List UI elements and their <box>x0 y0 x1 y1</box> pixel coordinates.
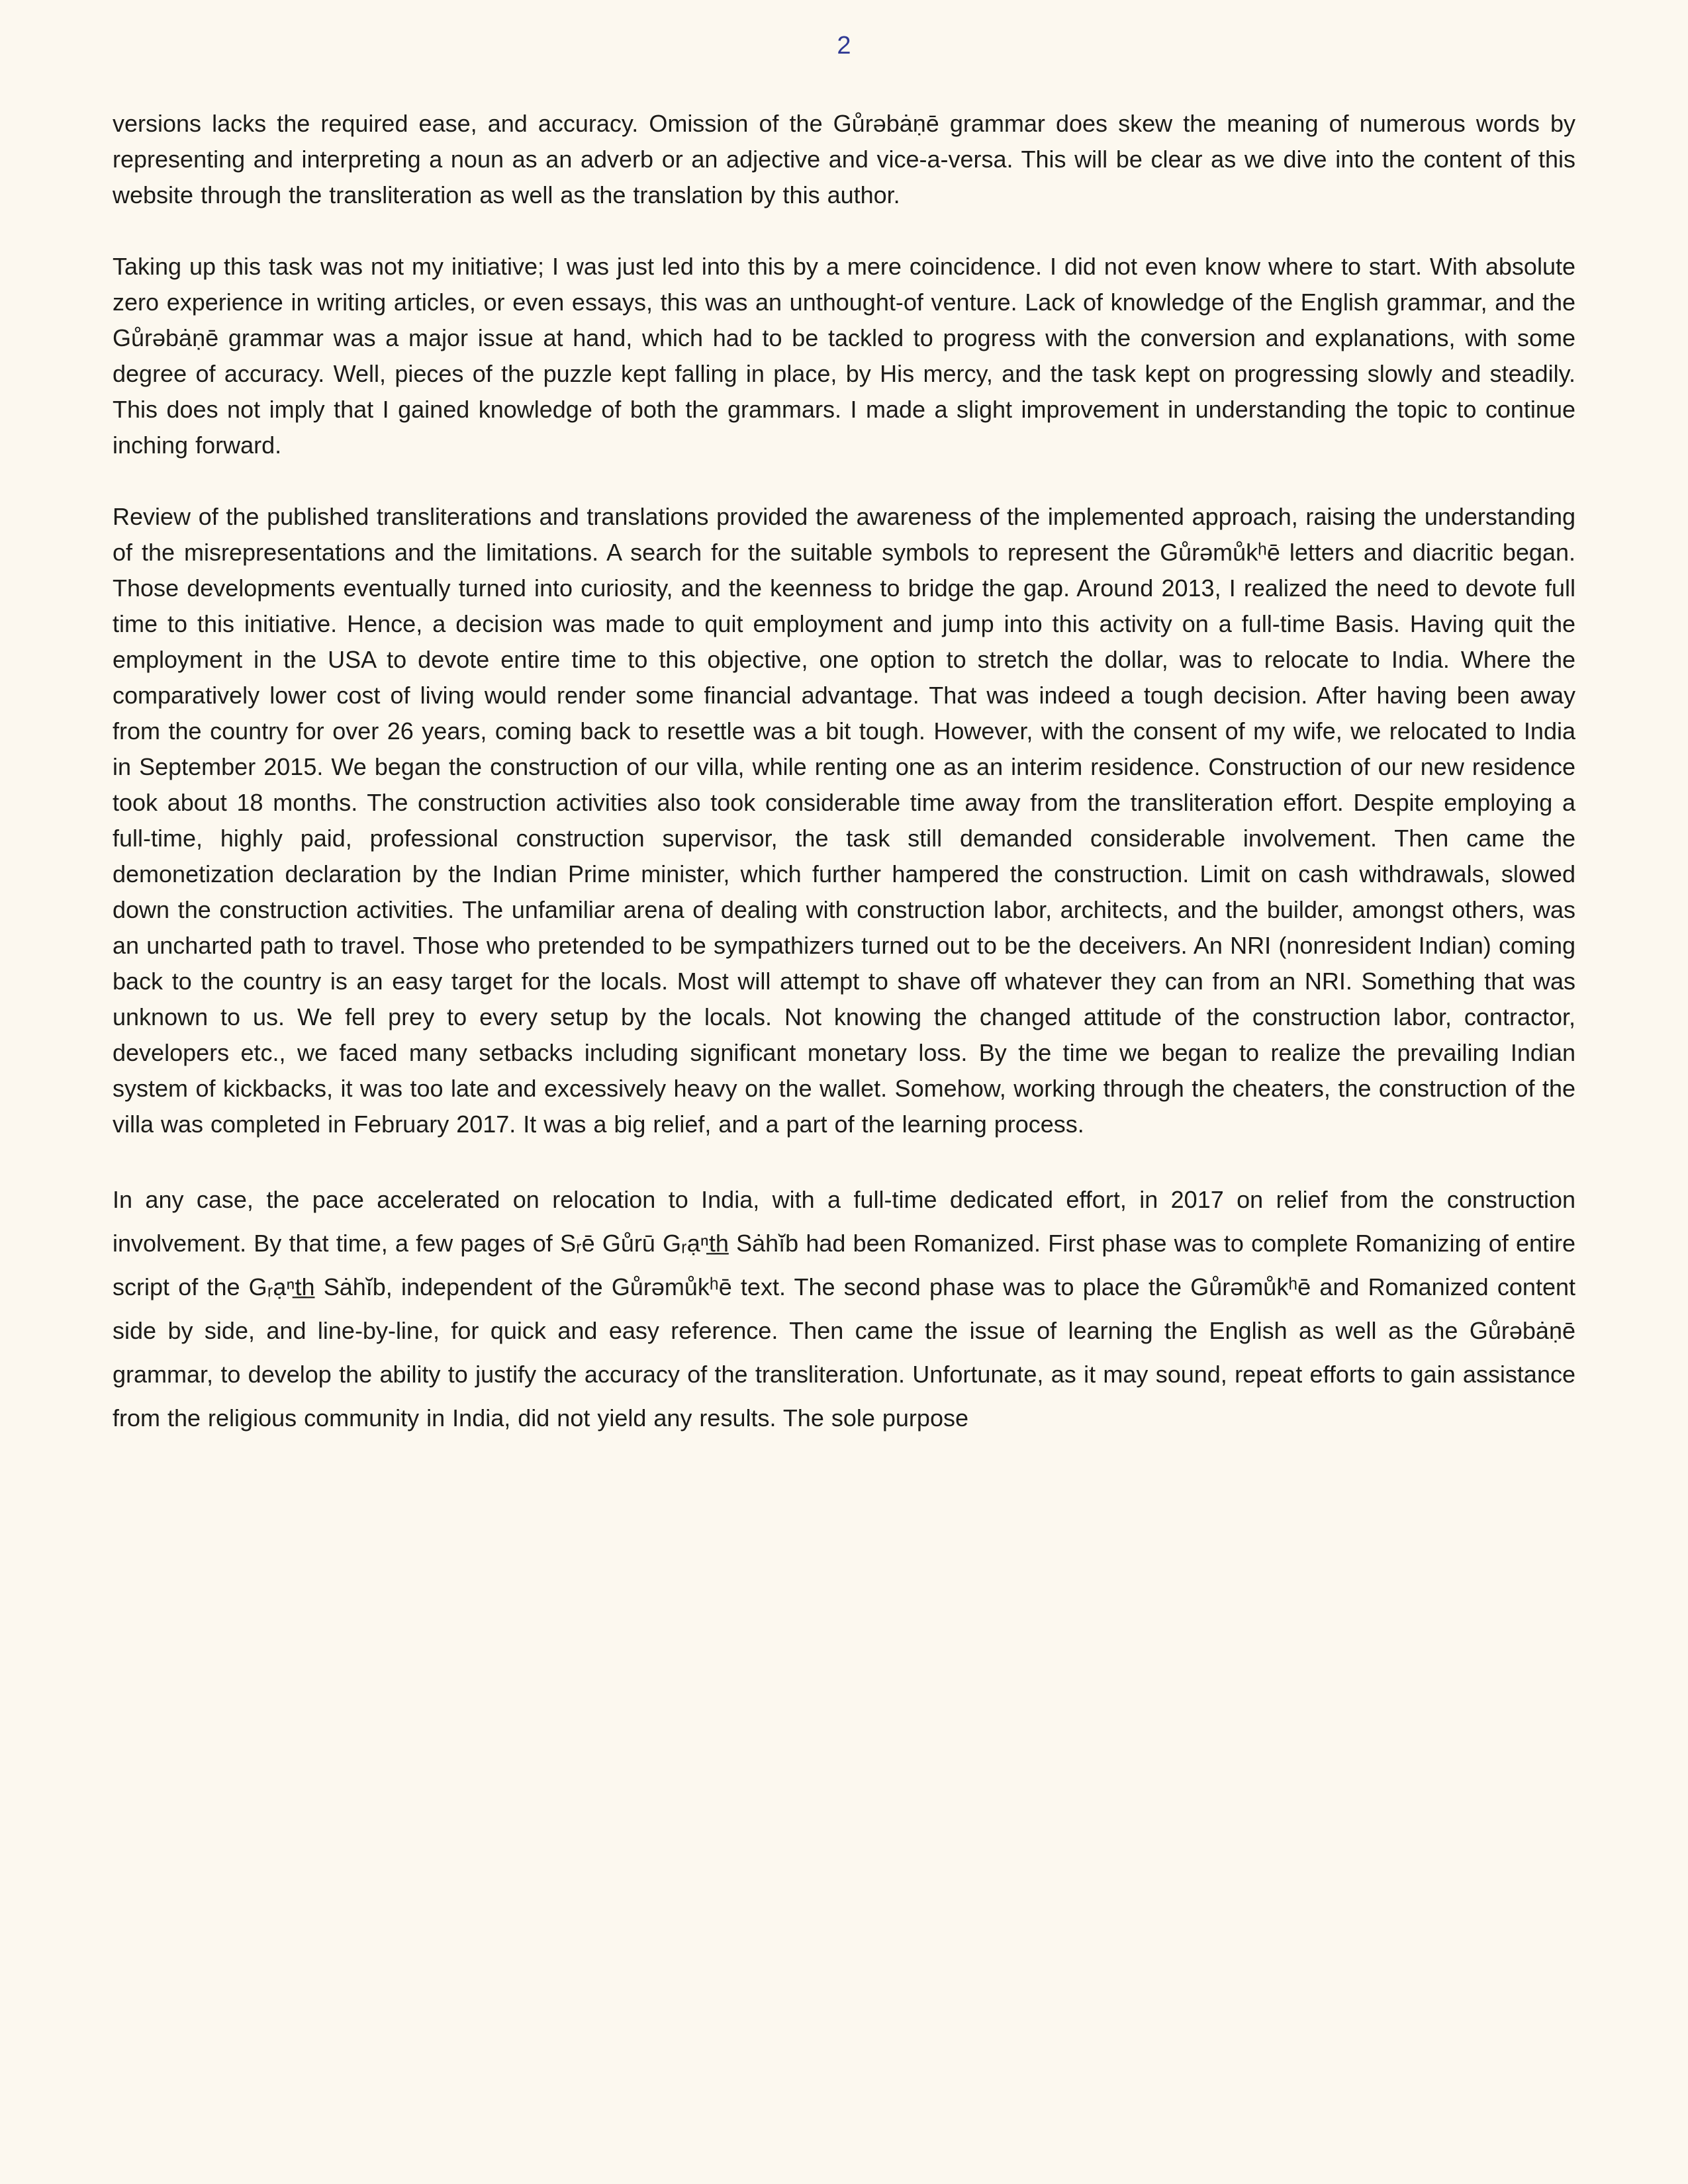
paragraph-continuation: versions lacks the required ease, and accuracy. Omission of the Gůrəbȧṇē grammar does skew the meaning of numerous words by representing and interpreting a noun as an adverb or an adjective and vice-a-versa. This will be clear as we dive into the content of this website through the transliteration as well as the translation by this author. <box>113 110 1575 208</box>
paragraph-taking-up-task: Taking up this task was not my initiative; I was just led into this by a mere coincidence. I did not even know where to start. With absolute zero experience in writing articles, or even essays, this was an unthought-of venture. Lack of knowledge of the English grammar, and the Gůrəbȧṇē grammar was a major issue at hand, which had to be tackled to progress with the conversion and explanations, with some degree of accuracy. Well, pieces of the puzzle kept falling in place, by His mercy, and the task kept on progressing slowly and steadily. This does not imply that I gained knowledge of both the grammars. I made a slight improvement in understanding the topic to continue inching forward. <box>113 253 1575 459</box>
paragraph-review-relocation: Review of the published transliterations and translations provided the awareness of the implemented approach, raising the understanding of the misrepresentations and the limitations. A search for the suitable symbols to represent the Gůrəmůkʰē letters and diacritic began. Those developments eventually turned into curiosity, and the keenness to bridge the gap. Around 2013, I realized the need to devote full time to this initiative. Hence, a decision was made to quit employment and jump into this activity on a full-time Basis. Having quit the employment in the USA to devote entire time to this objective, one option to stretch the dollar, was to relocate to India. Where the comparatively lower cost of living would render some financial advantage. That was indeed a tough decision. After having been away from the country for over 26 years, coming back to resettle was a bit tough. However, with the consent of my wife, we relocated to India in September 2015. We began the construction of our villa, while renting one as an interim residence. Construction of our new residence took about 18 months. The construction activities also took considerable time away from the transliteration effort. Despite employing a full-time, highly paid, professional construction supervisor, the task still demanded considerable involvement. Then came the demonetization declaration by the Indian Prime minister, which further hampered the construction. Limit on cash withdrawals, slowed down the construction activities. The unfamiliar arena of dealing with construction labor, architects, and the builder, amongst others, was an uncharted path to travel. Those who pretended to be sympathizers turned out to be the deceivers. An NRI (nonresident Indian) coming back to the country is an easy target for the locals. Most will attempt to shave off whatever they can from an NRI. Something that was unknown to us. We fell prey to every setup by the locals. Not knowing the changed attitude of the construction labor, contractor, developers etc., we faced many setbacks including significant monetary loss. By the time we began to realize the prevailing Indian system of kickbacks, it was too late and excessively heavy on the wallet. Somehow, working through the cheaters, the construction of the villa was completed in February 2017. It was a big relief, and a part of the learning process. <box>113 503 1575 1138</box>
paragraph-pace-accelerated: In any case, the pace accelerated on relocation to India, with a full-time dedicated effort, in 2017 on relief from the construction involvement. By that time, a few pages of Sᵣē Gůrū Gᵣạⁿt̲h̲ Sȧhĭb had been Romanized. First phase was to complete Romanizing of entire script of the Gᵣạⁿt̲h̲ Sȧhĭb, independent of the Gůrəmůkʰē text. The second phase was to place the Gůrəmůkʰē and Romanized content side by side, and line-by-line, for quick and easy reference. Then came the issue of learning the English as well as the Gůrəbȧṇē grammar, to develop the ability to justify the accuracy of the transliteration. Unfortunate, as it may sound, repeat efforts to gain assistance from the religious community in India, did not yield any results. The sole purpose <box>113 1186 1575 1432</box>
document-body <box>113 106 1575 1440</box>
page-number: 2 <box>837 32 851 60</box>
